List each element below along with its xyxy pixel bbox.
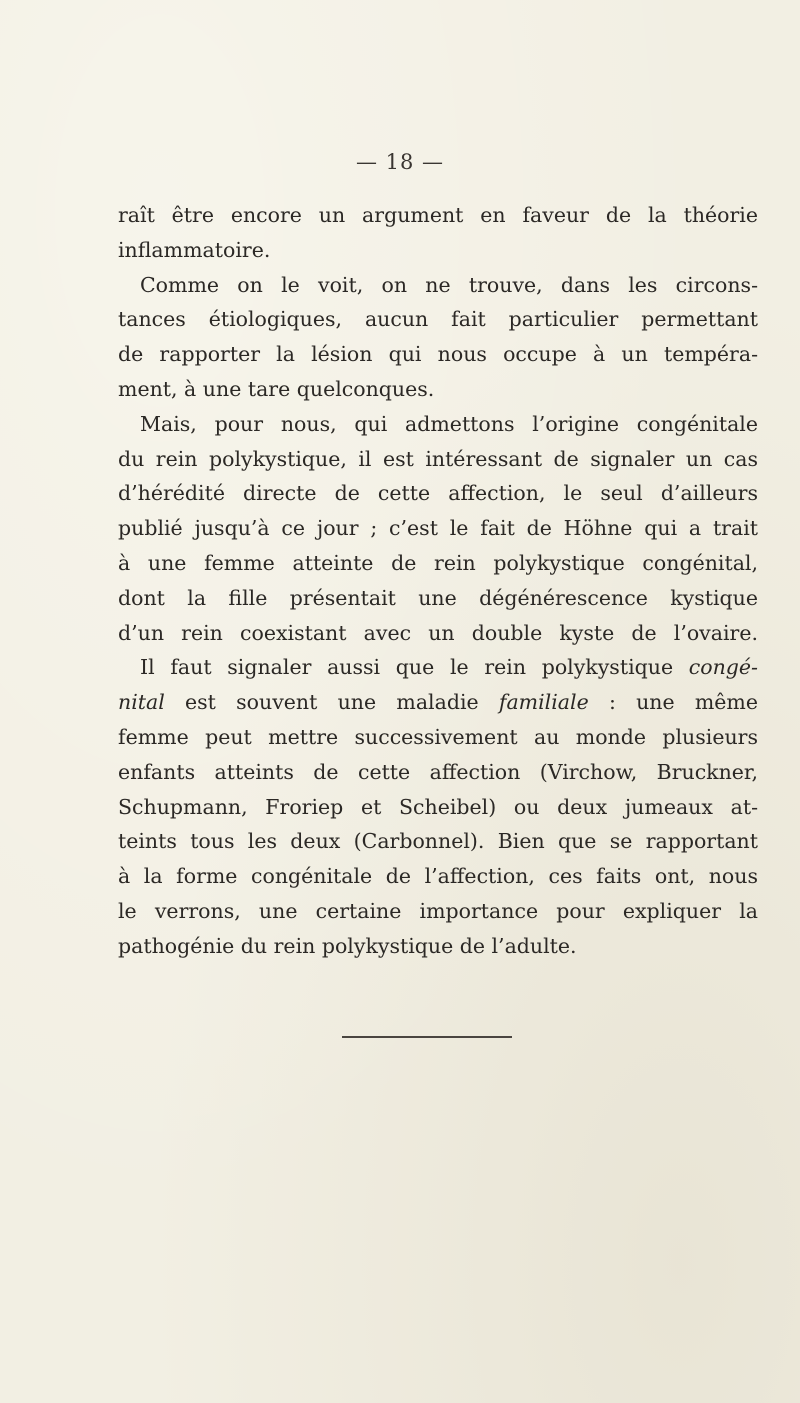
text-line: de rapporter la lésion qui nous occupe à un tempéra-	[118, 342, 758, 367]
text-line: ment, à une tare quelconques.	[118, 376, 435, 401]
body-text	[118, 198, 758, 964]
text-line: teints tous les deux (Carbonnel). Bien que se rapportant	[118, 829, 758, 854]
text-line: raît être encore un argument en faveur de la théorie	[118, 203, 758, 227]
text-line: inflammatoire.	[118, 237, 271, 262]
text-line: Mais, pour nous, qui admettons l’origine congénitale	[140, 411, 758, 436]
text-line	[118, 650, 758, 685]
text-line: tances étiologiques, aucun fait particulier permettant	[118, 307, 758, 332]
text-line: Schupmann, Froriep et Scheibel) ou deux jumeaux at-	[118, 794, 758, 819]
text-line: d’un rein coexistant avec un double kyste de l’ovaire.	[118, 620, 758, 645]
text-line: Comme on le voit, on ne trouve, dans les circons-	[140, 272, 758, 297]
italic-segment: congé-	[688, 655, 758, 680]
text-segment: est souvent une maladie	[164, 690, 499, 715]
text-line: enfants atteints de cette affection (Virchow, Bruckner,	[118, 759, 758, 784]
text-line	[118, 685, 758, 720]
text-line: à une femme atteinte de rein polykystique congénital,	[118, 550, 758, 575]
text-line: femme peut mettre successivement au monde plusieurs	[118, 724, 758, 749]
text-segment: : une même	[588, 690, 759, 715]
text-line: pathogénie du rein polykystique de l’adulte.	[118, 933, 577, 958]
italic-segment: nital	[118, 690, 165, 715]
page-number: — 18 —	[355, 150, 445, 174]
text-line: le verrons, une certaine importance pour expliquer la	[118, 898, 758, 923]
text-line: dont la fille présentait une dégénérescence kystique	[118, 585, 758, 610]
text-line: du rein polykystique, il est intéressant de signaler un cas	[118, 446, 758, 471]
italic-segment: familiale	[498, 690, 589, 715]
text-line: d’hérédité directe de cette affection, le seul d’ailleurs	[118, 481, 758, 506]
text-line: publié jusqu’à ce jour ; c’est le fait de Höhne qui a trait	[118, 516, 758, 541]
section-divider	[342, 1036, 512, 1038]
text-segment: Il faut signaler aussi que le rein polykystique	[140, 655, 689, 680]
text-line: à la forme congénitale de l’affection, ces faits ont, nous	[118, 864, 758, 889]
